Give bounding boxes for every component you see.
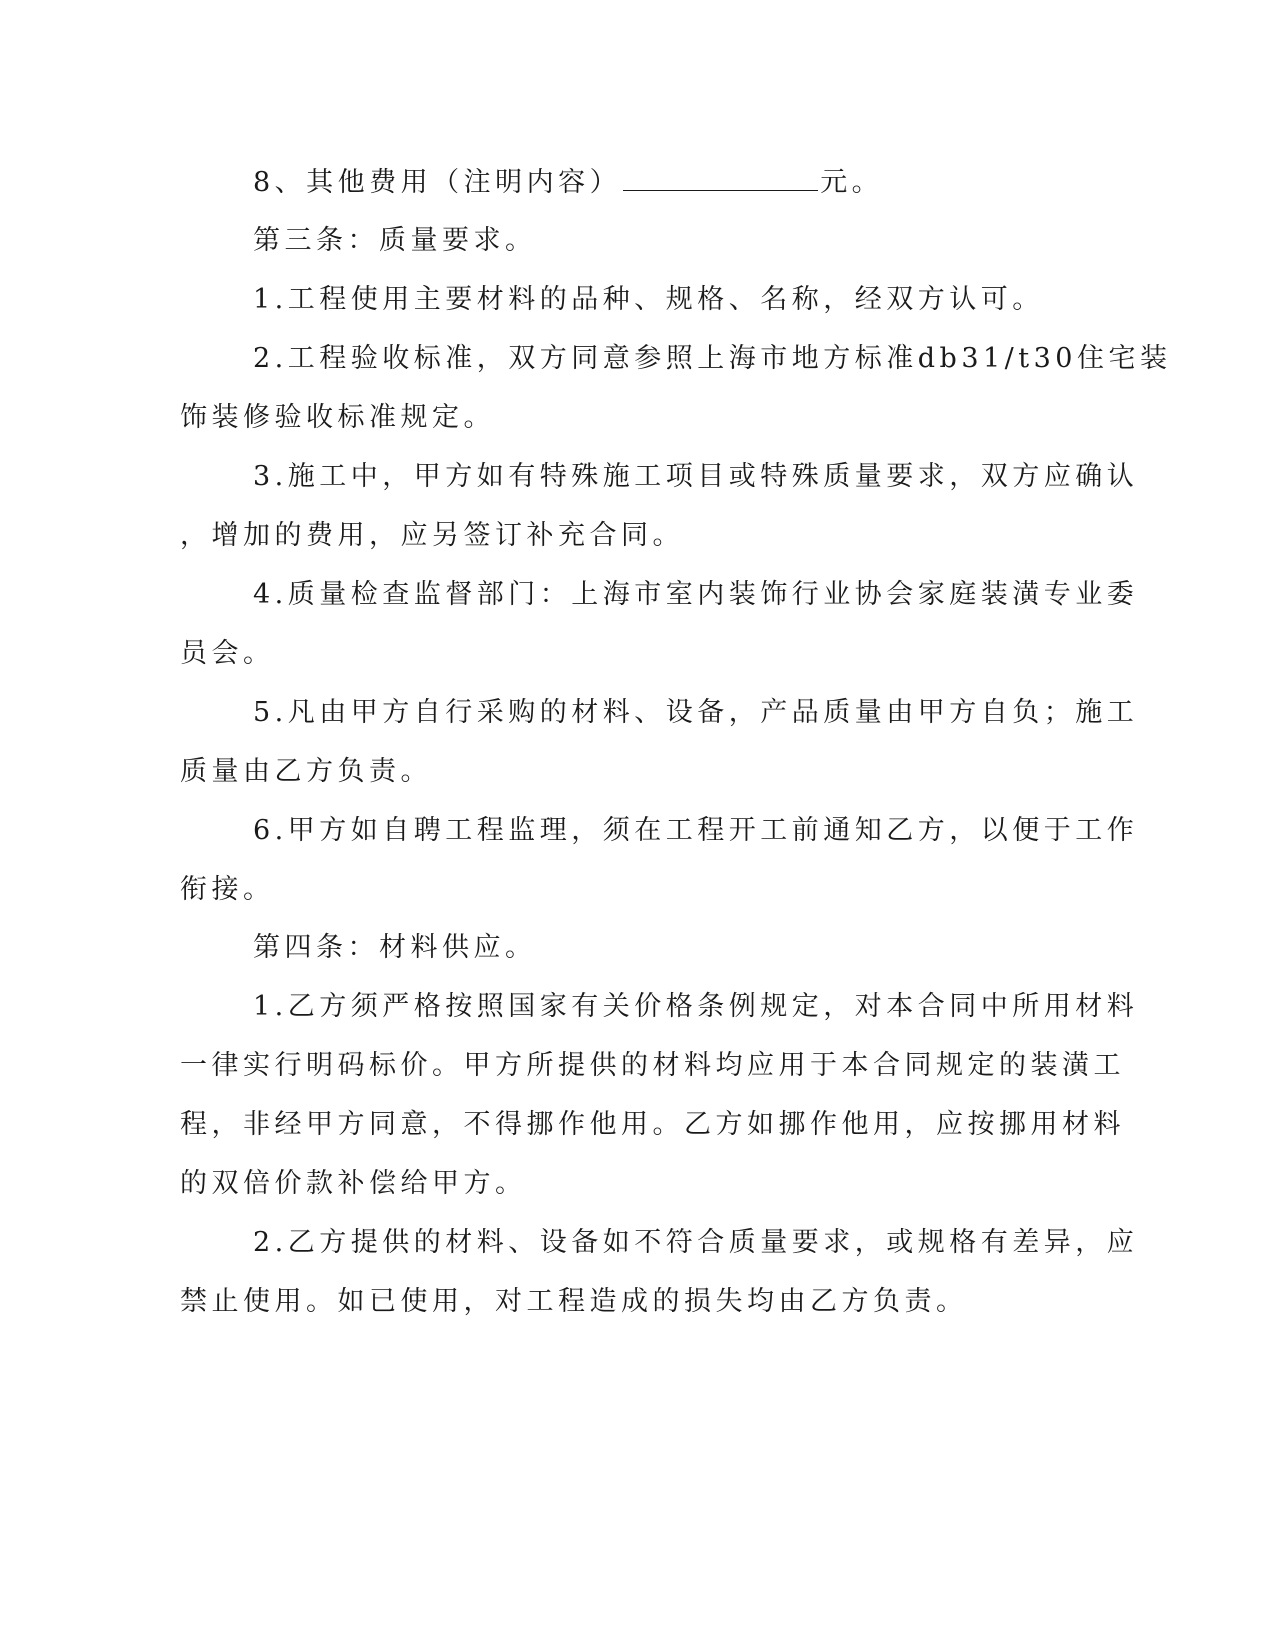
paragraph-line: 衔接。 <box>180 874 275 905</box>
paragraph-line: 质量由乙方负责。 <box>180 756 432 787</box>
paragraph-line: 员会。 <box>180 638 275 669</box>
paragraph-line: 2.工程验收标准，双方同意参照上海市地方标准db31/t30住宅装 <box>253 343 1172 374</box>
fill-in-blank <box>623 166 818 191</box>
paragraph-line: 程，非经甲方同意，不得挪作他用。乙方如挪作他用，应按挪用材料 <box>180 1109 1125 1140</box>
paragraph-other-fees <box>253 165 1060 201</box>
section-heading-quality: 第三条：质量要求。 <box>253 225 537 256</box>
paragraph-line: 3.施工中，甲方如有特殊施工项目或特殊质量要求，双方应确认 <box>253 461 1139 492</box>
other-fees-unit: 元。 <box>820 167 884 198</box>
paragraph-line: 饰装修验收标准规定。 <box>180 402 495 433</box>
paragraph-line: ，增加的费用，应另签订补充合同。 <box>180 520 684 551</box>
paragraph-line: 6.甲方如自聘工程监理，须在工程开工前通知乙方，以便于工作 <box>253 815 1139 846</box>
paragraph-line: 5.凡由甲方自行采购的材料、设备，产品质量由甲方自负；施工 <box>253 697 1139 728</box>
other-fees-label: 8、其他费用（注明内容） <box>253 167 622 198</box>
paragraph-line: 1.乙方须严格按照国家有关价格条例规定，对本合同中所用材料 <box>253 991 1139 1022</box>
paragraph-line: 的双倍价款补偿给甲方。 <box>180 1168 527 1199</box>
paragraph-line: 禁止使用。如已使用，对工程造成的损失均由乙方负责。 <box>180 1286 968 1317</box>
section-heading-materials: 第四条：材料供应。 <box>253 932 537 963</box>
paragraph-line: 1.工程使用主要材料的品种、规格、名称，经双方认可。 <box>253 284 1044 315</box>
paragraph-line: 2.乙方提供的材料、设备如不符合质量要求，或规格有差异，应 <box>253 1227 1139 1258</box>
paragraph-line: 一律实行明码标价。甲方所提供的材料均应用于本合同规定的装潢工 <box>180 1050 1125 1081</box>
paragraph-line: 4.质量检查监督部门：上海市室内装饰行业协会家庭装潢专业委 <box>253 579 1139 610</box>
